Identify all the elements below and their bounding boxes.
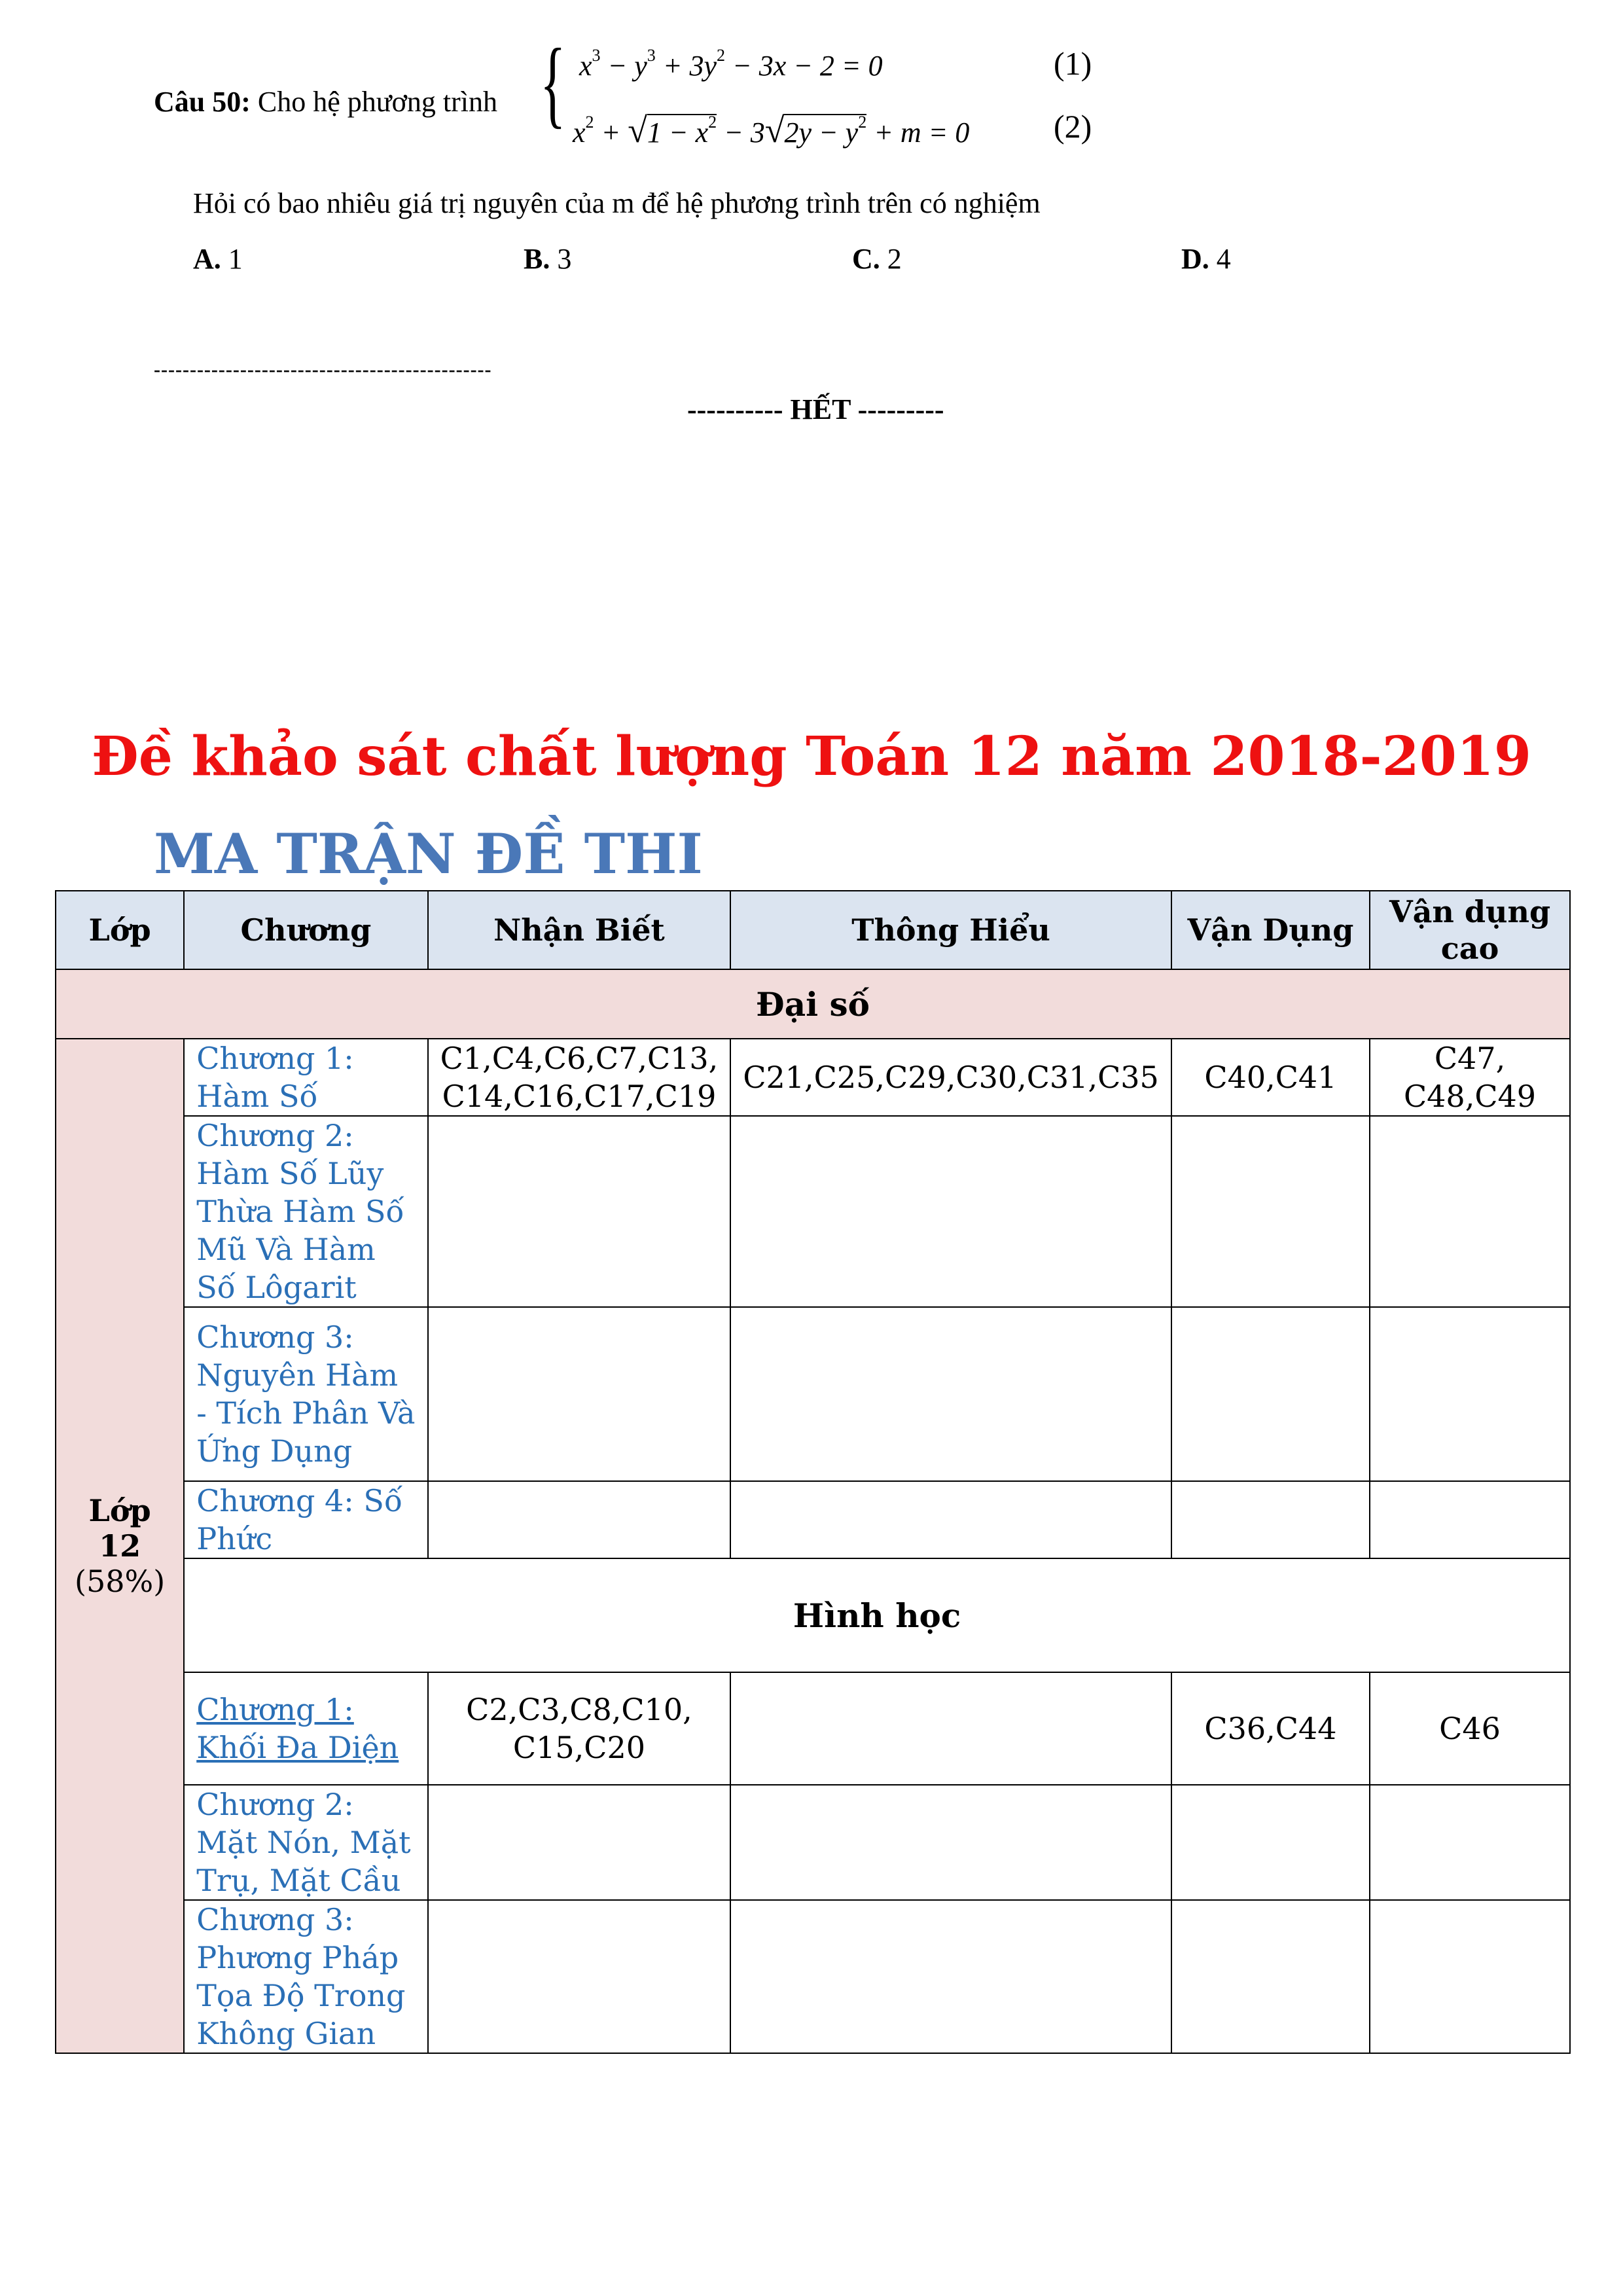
van-dung-cell: [1171, 1785, 1370, 1900]
exam-matrix-table: [55, 890, 1571, 2054]
chapter-cell[interactable]: Chương 2: Hàm Số Lũy Thừa Hàm Số Mũ Và Hàm Số Lôgarit: [184, 1116, 427, 1307]
thong-hieu-cell: [730, 1116, 1171, 1307]
option-c[interactable]: C. 2: [852, 243, 902, 275]
equation-2-number: (2): [1054, 108, 1092, 145]
system-brace: {: [540, 29, 566, 137]
question-stem: [154, 85, 497, 118]
question-prompt: Hỏi có bao nhiêu giá trị nguyên của m để hệ phương trình trên có nghiệm: [193, 187, 1041, 219]
thong-hieu-cell: C21,C25,C29,C30,C31,C35: [730, 1039, 1171, 1116]
header-row: [56, 891, 1570, 969]
table-row: [56, 1116, 1570, 1307]
thong-hieu-cell: [730, 1672, 1171, 1785]
van-dung-cell: [1171, 1307, 1370, 1481]
nhan-biet-cell: C2,C3,C8,C10, C15,C20: [428, 1672, 731, 1785]
table-row: [56, 1039, 1570, 1116]
table-row: [56, 1785, 1570, 1900]
nhan-biet-cell: [428, 1481, 731, 1558]
grade-percent: (58%): [75, 1564, 166, 1599]
van-dung-cell: [1171, 1900, 1370, 2053]
header-thong-hieu: Thông Hiểu: [730, 891, 1171, 969]
van-dung-cao-cell: [1370, 1481, 1570, 1558]
section-algebra: Đại số: [56, 969, 1570, 1039]
chapter-cell-link[interactable]: Chương 1: Khối Đa Diện: [184, 1672, 427, 1785]
nhan-biet-cell: [428, 1785, 731, 1900]
van-dung-cao-cell: [1370, 1116, 1570, 1307]
van-dung-cell: [1171, 1481, 1370, 1558]
chapter-cell[interactable]: Chương 3: Nguyên Hàm - Tích Phân Và Ứng Dụng: [184, 1307, 427, 1481]
header-nhan-biet: Nhận Biết: [428, 891, 731, 969]
van-dung-cao-cell: C46: [1370, 1672, 1570, 1785]
question-label: Câu 50:: [154, 86, 251, 118]
van-dung-cao-cell: [1370, 1785, 1570, 1900]
option-b[interactable]: B. 3: [524, 243, 572, 275]
question-text: Cho hệ phương trình: [257, 86, 497, 118]
document-title: Đề khảo sát chất lượng Toán 12 năm 2018-2019: [92, 725, 1531, 788]
table-row: [56, 1307, 1570, 1481]
thong-hieu-cell: [730, 1481, 1171, 1558]
header-lop: Lớp: [56, 891, 184, 969]
thong-hieu-cell: [730, 1307, 1171, 1481]
matrix-title: MA TRẬN ĐỀ THI: [154, 821, 703, 886]
equation-2: $x^2 + √1 - x^2 - 3√2y - y^2 + m = 0$: [573, 111, 970, 150]
chapter-cell[interactable]: Chương 2: Mặt Nón, Mặt Trụ, Mặt Cầu: [184, 1785, 427, 1900]
van-dung-cell: [1171, 1116, 1370, 1307]
section-row-geometry: [56, 1558, 1570, 1672]
grade-label: Lớp 12: [88, 1493, 151, 1564]
nhan-biet-cell: [428, 1116, 731, 1307]
van-dung-cell: C40,C41: [1171, 1039, 1370, 1116]
nhan-biet-cell: [428, 1900, 731, 2053]
equation-1-number: (1): [1054, 45, 1092, 82]
header-chuong: Chương: [184, 891, 427, 969]
van-dung-cao-cell: [1370, 1307, 1570, 1481]
thong-hieu-cell: [730, 1900, 1171, 2053]
van-dung-cao-cell: [1370, 1900, 1570, 2053]
nhan-biet-cell: C1,C4,C6,C7,C13, C14,C16,C17,C19: [428, 1039, 731, 1116]
header-van-dung: Vận Dụng: [1171, 891, 1370, 969]
end-marker: ---------- HẾT ---------: [687, 393, 944, 425]
chapter-cell[interactable]: Chương 3: Phương Pháp Tọa Độ Trong Không Gian: [184, 1900, 427, 2053]
separator-line: -----------------------------------------------: [154, 359, 492, 380]
nhan-biet-cell: [428, 1307, 731, 1481]
section-row-algebra: [56, 969, 1570, 1039]
table-row: [56, 1900, 1570, 2053]
van-dung-cao-cell: C47, C48,C49: [1370, 1039, 1570, 1116]
grade-cell: [56, 1039, 184, 2053]
chapter-cell[interactable]: Chương 1: Hàm Số: [184, 1039, 427, 1116]
option-a[interactable]: A. 1: [193, 243, 243, 275]
van-dung-cell: C36,C44: [1171, 1672, 1370, 1785]
chapter-cell[interactable]: Chương 4: Số Phức: [184, 1481, 427, 1558]
header-van-dung-cao: Vận dụng cao: [1370, 891, 1570, 969]
equation-1: $x^3 - y^3 + 3y^2 - 3x - 2 = 0$: [579, 46, 883, 82]
table-row: [56, 1481, 1570, 1558]
thong-hieu-cell: [730, 1785, 1171, 1900]
table-row: [56, 1672, 1570, 1785]
option-d[interactable]: D. 4: [1181, 243, 1231, 275]
section-geometry: Hình học: [184, 1558, 1570, 1672]
